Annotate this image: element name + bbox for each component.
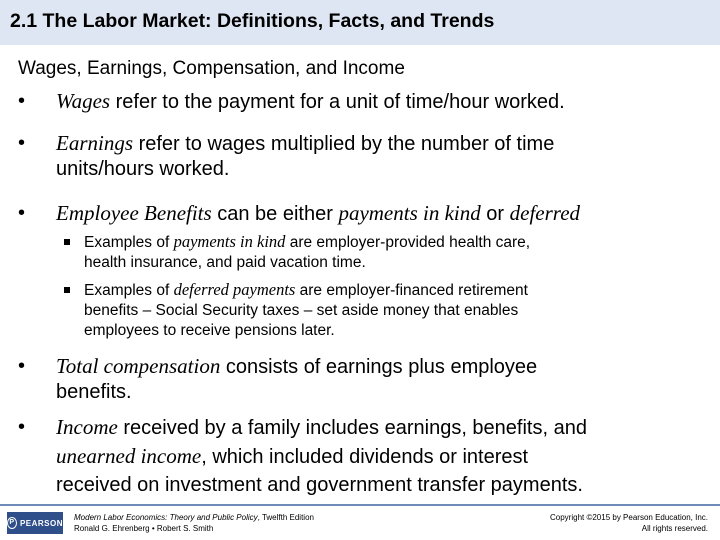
bullet-employee-benefits: • Employee Benefits can be either payments in kind or deferred: [18, 201, 581, 225]
bullet-income: • Income received by a family includes earnings, benefits, and unearned income, which included dividends or interest received on investment and government transfer payments.: [18, 415, 587, 496]
book-title: Modern Labor Economics: Theory and Public Policy: [74, 513, 258, 522]
slide-title: 2.1 The Labor Market: Definitions, Facts, and Trends: [10, 10, 495, 32]
bullet-marker: •: [18, 416, 26, 438]
term-employee-benefits: Employee Benefits: [56, 201, 212, 225]
title-band: [0, 0, 720, 45]
bullet-marker: •: [18, 132, 26, 154]
bullet-wages: • Wages refer to the payment for a unit of time/hour worked.: [18, 89, 565, 113]
book-authors: Ronald G. Ehrenberg • Robert S. Smith: [74, 524, 214, 533]
square-bullet-icon: [64, 287, 70, 293]
footer-citation: Modern Labor Economics: Theory and Public Policy, Twelfth Edition Ronald G. Ehrenberg • Robert S. Smith: [74, 513, 314, 533]
footer-copyright: Copyright ©2015 by Pearson Education, Inc. All rights reserved.: [550, 513, 708, 533]
term-earnings: Earnings: [56, 131, 134, 155]
bullet-earnings: • Earnings refer to wages multiplied by the number of time units/hours worked.: [18, 131, 555, 180]
term-unearned-income: unearned income: [56, 444, 202, 468]
square-bullet-icon: [64, 239, 70, 245]
slide-subtitle: Wages, Earnings, Compensation, and Income: [18, 58, 405, 79]
pearson-logo-icon: P: [7, 517, 17, 529]
bullet-marker: •: [18, 355, 26, 377]
term-total-compensation: Total compensation: [56, 354, 221, 378]
pearson-logo: P PEARSON: [7, 512, 63, 534]
subbullet-deferred-payments: Examples of deferred payments are employer-financed retirement benefits – Social Security taxes – set aside money that enables employees to receive pensions later.: [84, 280, 528, 341]
term-income: Income: [56, 415, 118, 439]
term-wages: Wages: [56, 89, 111, 113]
bullet-marker: •: [18, 202, 26, 224]
bullet-marker: •: [18, 90, 26, 112]
bullet-total-compensation: • Total compensation consists of earnings plus employee benefits.: [18, 354, 538, 403]
subbullet-payments-in-kind: Examples of payments in kind are employer-provided health care, health insurance, and paid vacation time.: [84, 232, 530, 273]
footer-rule: [0, 504, 720, 506]
